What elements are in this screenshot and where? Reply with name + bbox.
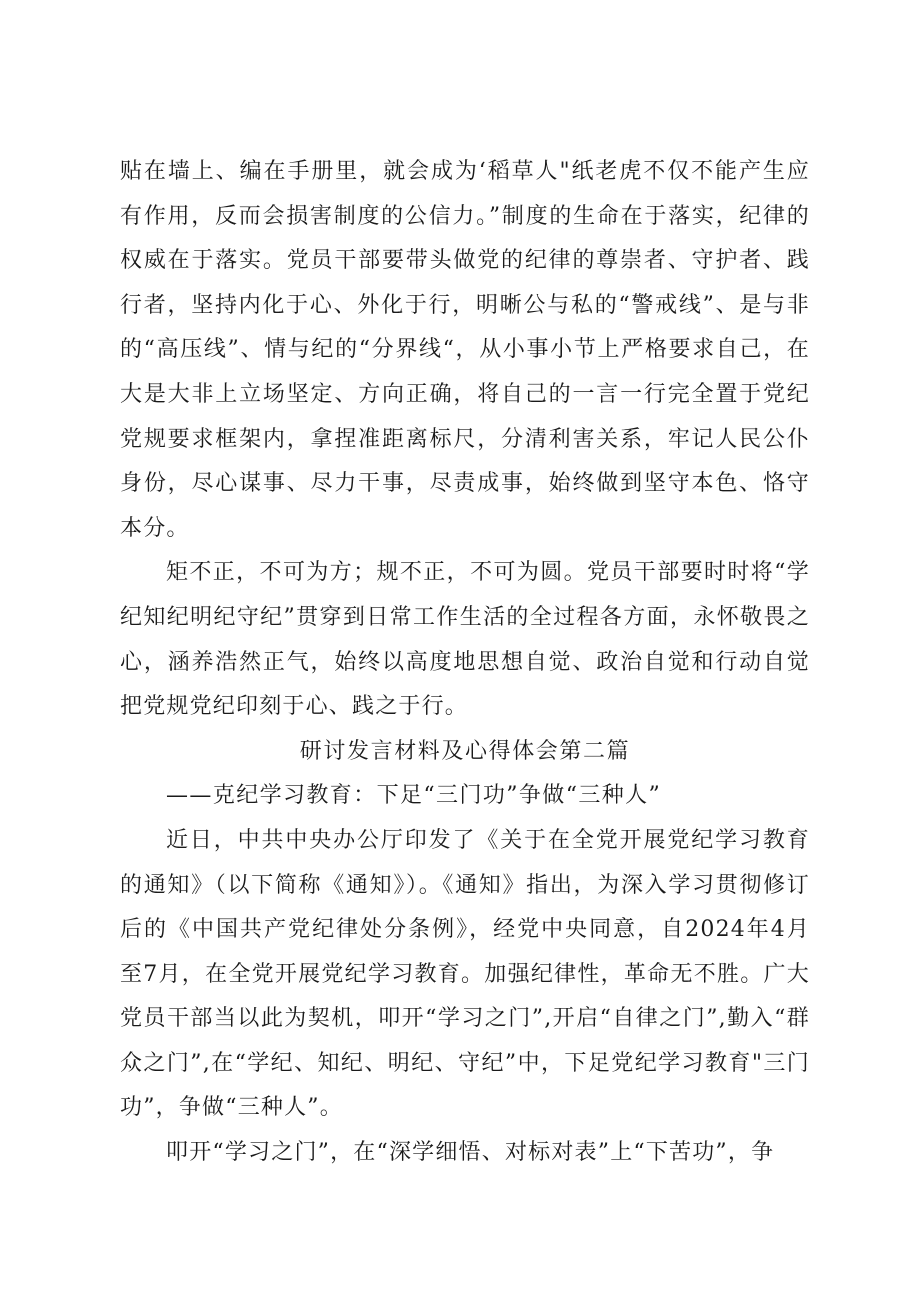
body-paragraph-2: 矩不正，不可为方；规不正，不可为圆。党员干部要时时将“学纪知纪明纪守纪”贯穿到日常工作生活的全过程各方面，永怀敬畏之心，涵养浩然正气，始终以高度地思想自觉、政治自觉和行动自觉把党规党纪印刻于心、践之于行。 (120, 560, 810, 720)
body-paragraph-4: 叩开“学习之门”，在“深学细悟、对标对表”上“下苦功”，争 (166, 1140, 775, 1166)
section-title: 研讨发言材料及心得体会第二篇 (299, 738, 631, 764)
body-paragraph-1: 贴在墙上、编在手册里，就会成为‘稻草人"纸老虎不仅不能产生应有作用，反而会损害制度的公信力。”制度的生命在于落实，纪律的权威在于落实。党员干部要带头做党的纪律的尊崇者、守护者、践行者，坚持内化于心、外化于行，明晰公与私的“警戒线”、是与非的“高压线”、情与纪的“分界线“，从小事小节上严格要求自己，在大是大非上立场坚定、方向正确，将自己的一言一行完全置于党纪党规要求框架内，拿捏准距离标尺，分清利害关系，牢记人民公仆身份，尽心谋事、尽力干事，尽责成事，始终做到坚守本色、恪守本分。 (120, 159, 810, 541)
document-page (120, 150, 810, 1176)
body-paragraph-3: 近日，中共中央办公厅印发了《关于在全党开展党纪学习教育的通知》（以下简称《通知》）。《通知》指出，为深入学习贯彻修订后的《中国共产党纪律处分条例》，经党中央同意，自2024年4月至7月，在全党开展党纪学习教育。加强纪律性，革命无不胜。广大党员干部当以此为契机，叩开“学习之门”,开启“自律之门”,勤入“群众之门”,在“学纪、知纪、明纪、守纪”中，下足党纪学习教育"三门功”，争做“三种人”。 (120, 827, 810, 1121)
section-subtitle: ——克纪学习教育：下足“三门功”争做“三种人” (166, 783, 662, 809)
